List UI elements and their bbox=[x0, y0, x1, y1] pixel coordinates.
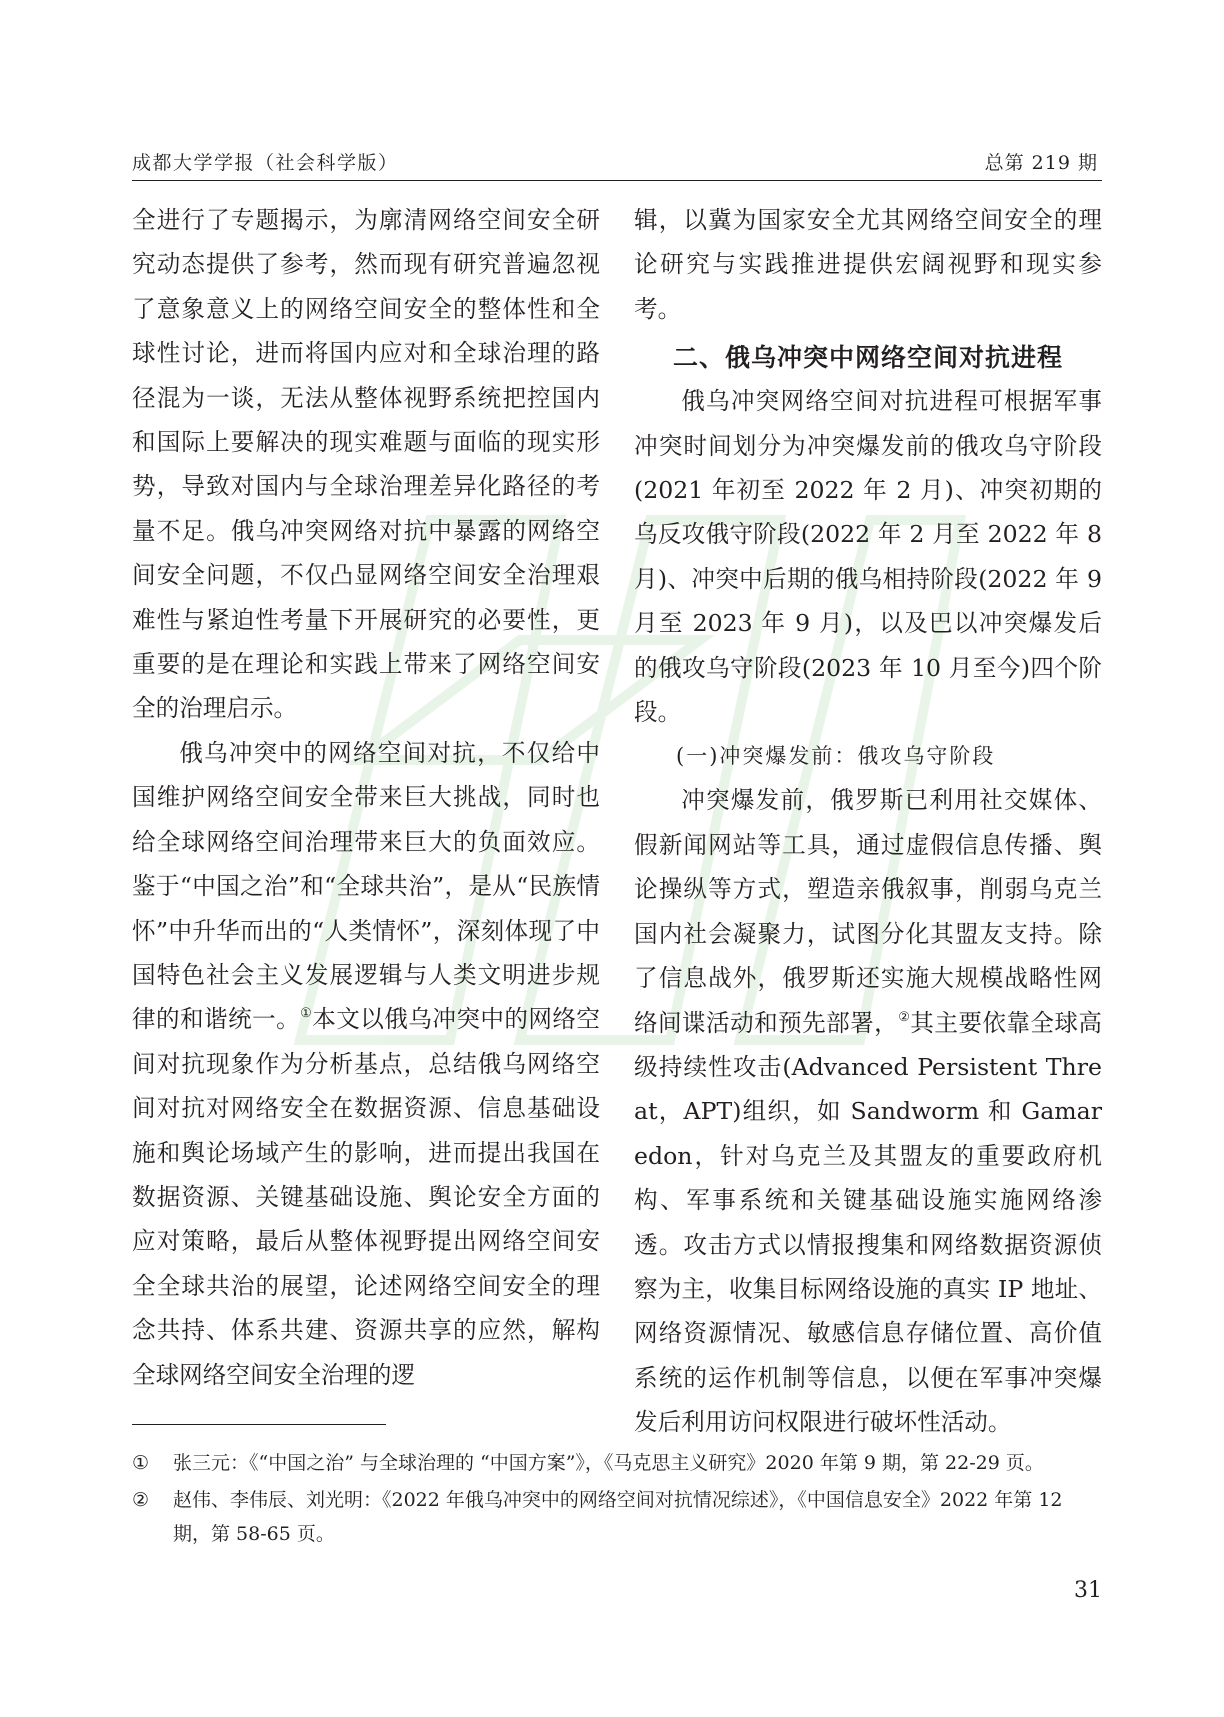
footnote-ref-1[interactable]: ① bbox=[300, 1006, 313, 1022]
footnote-1 bbox=[132, 1446, 1102, 1480]
right-paragraph-3 bbox=[634, 778, 1102, 1444]
footnote-1-mark: ① bbox=[132, 1452, 150, 1474]
footnote-2 bbox=[132, 1483, 1102, 1551]
section-heading: 二、俄乌冲突中网络空间对抗进程 bbox=[672, 343, 1063, 373]
left-paragraph-2 bbox=[132, 731, 600, 1397]
footnote-divider bbox=[132, 1424, 386, 1425]
journal-title: 成都大学学报（社会科学版） bbox=[132, 152, 399, 174]
right-paragraph-3-text-b: 其主要依靠全球高级持续性攻击(Advanced Persistent Threat，APT)组织，如 Sandworm 和 Gamaredon，针对乌克兰及其盟友的重要政府机构、军事系统和关键基础设施实施网络渗透。攻击方式以情报搜集和网络数据资源侦察为主，收集目标网络设施的真实 IP 地址、网络资源情况、敏感信息存储位置、高价值系统的运作机制等信息，以便在军事冲突爆发后利用访问权限进行破坏性活动。 bbox=[634, 1008, 1103, 1437]
footnote-2-mark: ② bbox=[132, 1489, 150, 1511]
right-column bbox=[634, 198, 1102, 1445]
left-column bbox=[132, 198, 600, 1397]
right-paragraph-1: 辑，以冀为国家安全尤其网络空间安全的理论研究与实践推进提供宏阔视野和现实参考。 bbox=[634, 206, 1102, 323]
footnote-ref-2[interactable]: ② bbox=[898, 1009, 911, 1025]
running-header bbox=[132, 146, 1102, 181]
footnote-1-text: 张三元：《“中国之治” 与全球治理的 “中国方案”》，《马克思主义研究》2020 年第 9 期，第 22-29 页。 bbox=[173, 1452, 1044, 1474]
footnote-2-text: 赵伟、李伟辰、刘光明：《2022 年俄乌冲突中的网络空间对抗情况综述》，《中国信息安全》2022 年第 12 期，第 58-65 页。 bbox=[173, 1489, 1063, 1545]
left-paragraph-2-text-b: 本文以俄乌冲突中的网络空间对抗现象作为分析基点，总结俄乌网络空间对抗对网络安全在数据资源、信息基础设施和舆论场域产生的影响，进而提出我国在数据资源、关键基础设施、舆论安全方面的应对策略，最后从整体视野提出网络空间安全全球共治的展望，论述网络空间安全的理念共持、体系共建、资源共享的应然，解构全球网络空间安全治理的逻 bbox=[132, 1005, 601, 1389]
right-paragraph-3-text-a: 冲突爆发前，俄罗斯已利用社交媒体、假新闻网站等工具，通过虚假信息传播、舆论操纵等方式，塑造亲俄叙事，削弱乌克兰国内社会凝聚力，试图分化其盟友支持。除了信息战外，俄罗斯还实施大规模战略性网络间谍活动和预先部署， bbox=[634, 786, 1102, 1037]
subsection-heading: (一)冲突爆发前：俄攻乌守阶段 bbox=[676, 744, 996, 769]
footnotes bbox=[132, 1446, 1102, 1554]
left-paragraph-1: 全进行了专题揭示，为廓清网络空间安全研究动态提供了参考，然而现有研究普遍忽视了意象意义上的网络空间安全的整体性和全球性讨论，进而将国内应对和全球治理的路径混为一谈，无法从整体视野系统把控国内和国际上要解决的现实难题与面临的现实形势，导致对国内与全球治理差异化路径的考量不足。俄乌冲突网络对抗中暴露的网络空间安全问题，不仅凸显网络空间安全治理艰难性与紧迫性考量下开展研究的必要性，更重要的是在理论和实践上带来了网络空间安全的治理启示。 bbox=[132, 206, 600, 723]
issue-number: 总第 219 期 bbox=[984, 152, 1098, 174]
left-paragraph-2-text-a: 俄乌冲突中的网络空间对抗，不仅给中国维护网络空间安全带来巨大挑战，同时也给全球网络空间治理带来巨大的负面效应。鉴于“中国之治”和“全球共治”，是从“民族情怀”中升华而出的“人类情怀”，深刻体现了中国特色社会主义发展逻辑与人类文明进步规律的和谐统一。 bbox=[132, 738, 600, 1034]
right-paragraph-2: 俄乌冲突网络空间对抗进程可根据军事冲突时间划分为冲突爆发前的俄攻乌守阶段(2021 年初至 2022 年 2 月)、冲突初期的乌反攻俄守阶段(2022 年 2 月至 2022 年 8 月)、冲突中后期的俄乌相持阶段(2022 年 9 月至 2023 年 9 月)，以及巴以冲突爆发后的俄攻乌守阶段(2023 年 10 月至今)四个阶段。 bbox=[634, 387, 1102, 727]
page-number: 31 bbox=[1074, 1578, 1102, 1603]
